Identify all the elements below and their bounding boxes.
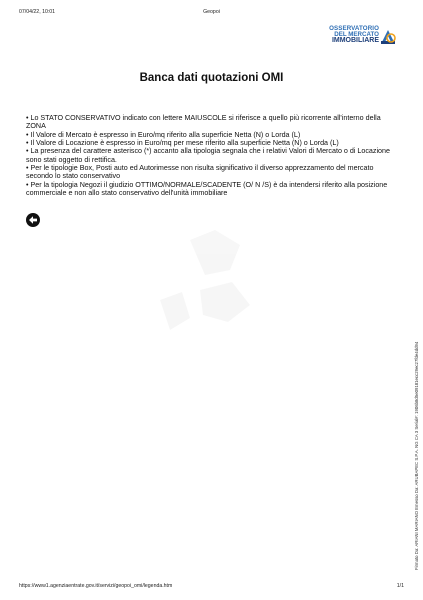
logo-line-3: IMMOBILIARE [331,37,379,44]
print-page-title: Geopoi [203,9,220,15]
print-url: https://www1.agenziaentrate.gov.it/servizi/geopoi_omi/legenda.htm [19,583,173,589]
signature-text: Firmato Da: ARIANI MARIANO Emesso Da: ARUBAPEC S.P.A. NG CA 3 Serial#: 1906b8d5e09181ecc29ec27fde4dd94 [414,341,419,570]
note-item: • Per la tipologia Negozi il giudizio OTTIMO/NORMALE/SCADENTE (O/ N /S) è da intendersi riferito alla posizione commerciale e non allo stato conservativo dell'unità immobiliare [26,180,388,198]
logo-line-2: DEL MERCATO [334,31,379,38]
page-number: 1/1 [396,583,404,589]
note-item: • Il Valore di Locazione è espresso in Euro/mq per mese riferito alla superficie Netta (N) o Lorda (L) [26,139,339,148]
print-footer [19,583,404,591]
logo-line-1: OSSERVATORIO [329,25,379,32]
note-item: • Per le tipologie Box, Posti auto ed Autorimesse non risulta significativo il diverso apprezzamento del mercato secondo lo stato conservativo [26,164,374,181]
note-item: • Il Valore di Mercato è espresso in Euro/mq riferito alla superficie Netta (N) o Lorda (L) [26,130,301,139]
digital-signature-margin [408,250,420,570]
note-item: • Lo STATO CONSERVATIVO indicato con lettere MAIUSCOLE si riferisce a quello più ricorrente all'interno della ZONA [26,114,381,131]
note-item: • La presenza del carattere asterisco (*) accanto alla tipologia segnala che i relativi Valori di Mercato o di Locazione sono stati oggetto di rettifica. [26,147,390,164]
page-title: Banca dati quotazioni OMI [139,72,284,84]
print-timestamp: 07/04/22, 10:01 [19,9,56,15]
